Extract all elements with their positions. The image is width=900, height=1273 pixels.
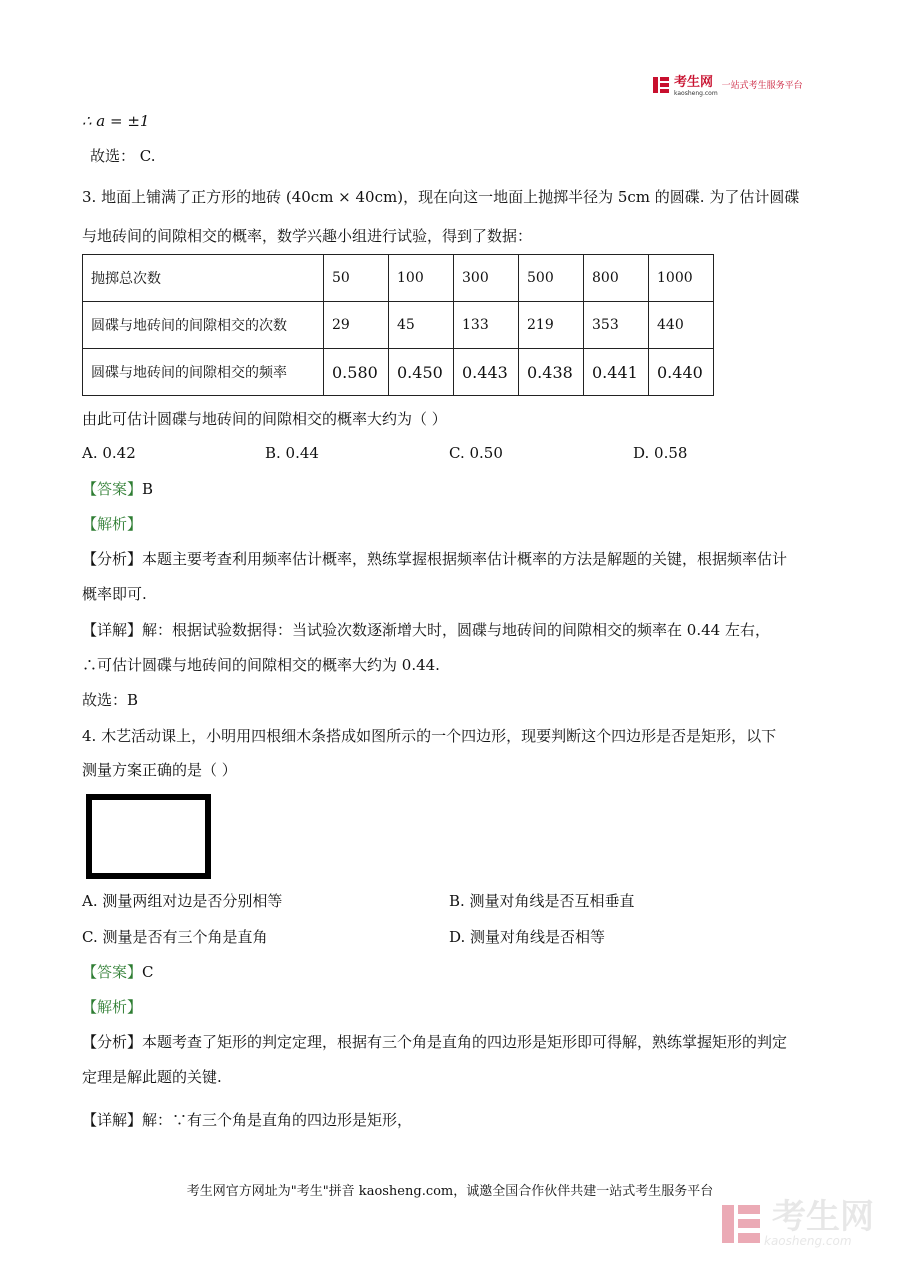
brand-slogan: 一站式考生服务平台	[721, 81, 803, 91]
q3-option-d: D. 0.58	[633, 444, 688, 462]
table-cell: 353	[584, 302, 649, 349]
xiangjie-text: 解：∵有三个角是直角的四边形是矩形，	[142, 1111, 413, 1129]
watermark	[718, 1197, 874, 1248]
fenxi-text: 本题主要考查利用频率估计概率，熟练掌握根据频率估计概率的方法是解题的关键，根据频率估计	[142, 550, 788, 568]
q3-data-table	[82, 254, 714, 396]
table-cell: 0.443	[454, 349, 519, 396]
answer-value: B	[142, 480, 154, 498]
xiangjie-text: 解：根据试验数据得：当试验次数逐渐增大时，圆碟与地砖间的间隙相交的频率在 0.44 左右，	[142, 621, 770, 639]
table-cell: 0.450	[389, 349, 454, 396]
prev-choice: 故选： C.	[90, 147, 156, 165]
q3-stem-line1: 3. 地面上铺满了正方形的地砖 (40cm × 40cm)，现在向这一地面上抛掷半径为 5cm 的圆碟. 为了估计圆碟	[82, 188, 800, 206]
table-cell: 45	[389, 302, 454, 349]
q3-fenxi-line2: 概率即可.	[82, 585, 147, 603]
q4-analysis-label: 【解析】	[82, 998, 143, 1016]
q3-option-b: B. 0.44	[265, 444, 319, 462]
q4-stem-line1: 4. 木艺活动课上，小明用四根细木条搭成如图所示的一个四边形，现要判断这个四边形是否是矩形，以下	[82, 727, 777, 745]
table-cell: 0.438	[519, 349, 584, 396]
q3-xiangjie	[82, 620, 770, 640]
q3-option-c: C. 0.50	[449, 444, 503, 462]
quadrilateral-figure	[86, 794, 211, 879]
header-logo	[651, 72, 803, 97]
table-cell: 440	[649, 302, 714, 349]
q3-fenxi	[82, 549, 787, 569]
table-cell: 圆碟与地砖间的间隙相交的次数	[83, 302, 324, 349]
answer-label: 【答案】	[82, 963, 143, 981]
q4-fenxi	[82, 1032, 787, 1052]
watermark-text: 考生网	[772, 1197, 874, 1237]
table-cell: 0.580	[324, 349, 389, 396]
table-cell: 800	[584, 255, 649, 302]
q3-answer	[82, 479, 153, 499]
q3-analysis-label: 【解析】	[82, 515, 143, 533]
q3-option-a: A. 0.42	[82, 444, 136, 462]
table-cell: 0.440	[649, 349, 714, 396]
q4-xiangjie	[82, 1110, 412, 1130]
q4-answer	[82, 962, 154, 982]
brand-logo-icon	[651, 75, 671, 95]
table-cell: 100	[389, 255, 454, 302]
xiangjie-label: 【详解】	[82, 621, 143, 639]
fenxi-label: 【分析】	[82, 550, 143, 568]
prev-conclusion: ∴ a = ±1	[82, 112, 150, 130]
q4-fenxi-line2: 定理是解此题的关键.	[82, 1068, 222, 1086]
answer-label: 【答案】	[82, 480, 143, 498]
table-cell: 29	[324, 302, 389, 349]
page-footer: 考生网官方网址为"考生"拼音 kaosheng.com，诚邀全国合作伙伴共建一站式考生服务平台	[186, 1184, 714, 1199]
table-row	[83, 255, 714, 302]
q3-choice: 故选：B	[82, 691, 139, 709]
q4-option-a: A. 测量两组对边是否分别相等	[82, 892, 283, 910]
table-cell: 0.441	[584, 349, 649, 396]
table-row	[83, 349, 714, 396]
q3-question: 由此可估计圆碟与地砖间的间隙相交的概率大约为（ ）	[82, 410, 447, 428]
watermark-logo-icon	[718, 1201, 764, 1247]
q4-option-c: C. 测量是否有三个角是直角	[82, 928, 268, 946]
q3-stem-line2: 与地砖间的间隙相交的概率，数学兴趣小组进行试验，得到了数据：	[82, 227, 533, 245]
table-cell: 133	[454, 302, 519, 349]
fenxi-label: 【分析】	[82, 1033, 143, 1051]
xiangjie-label: 【详解】	[82, 1111, 143, 1129]
q3-xiangjie-line2: ∴可估计圆碟与地砖间的间隙相交的概率大约为 0.44.	[82, 656, 440, 674]
table-cell: 50	[324, 255, 389, 302]
q4-stem-line2: 测量方案正确的是（ ）	[82, 761, 237, 779]
watermark-sub: kaosheng.com	[764, 1234, 852, 1248]
q4-option-b: B. 测量对角线是否互相垂直	[449, 892, 635, 910]
table-cell: 219	[519, 302, 584, 349]
table-cell: 1000	[649, 255, 714, 302]
brand-url: kaosheng.com	[674, 90, 718, 97]
answer-value: C	[142, 963, 154, 981]
table-cell: 圆碟与地砖间的间隙相交的频率	[83, 349, 324, 396]
table-row	[83, 302, 714, 349]
fenxi-text: 本题考查了矩形的判定定理，根据有三个角是直角的四边形是矩形即可得解，熟练掌握矩形的判定	[142, 1033, 788, 1051]
brand-name: 考生网	[674, 75, 714, 90]
table-cell: 300	[454, 255, 519, 302]
table-cell: 抛掷总次数	[83, 255, 324, 302]
q4-option-d: D. 测量对角线是否相等	[449, 928, 606, 946]
table-cell: 500	[519, 255, 584, 302]
